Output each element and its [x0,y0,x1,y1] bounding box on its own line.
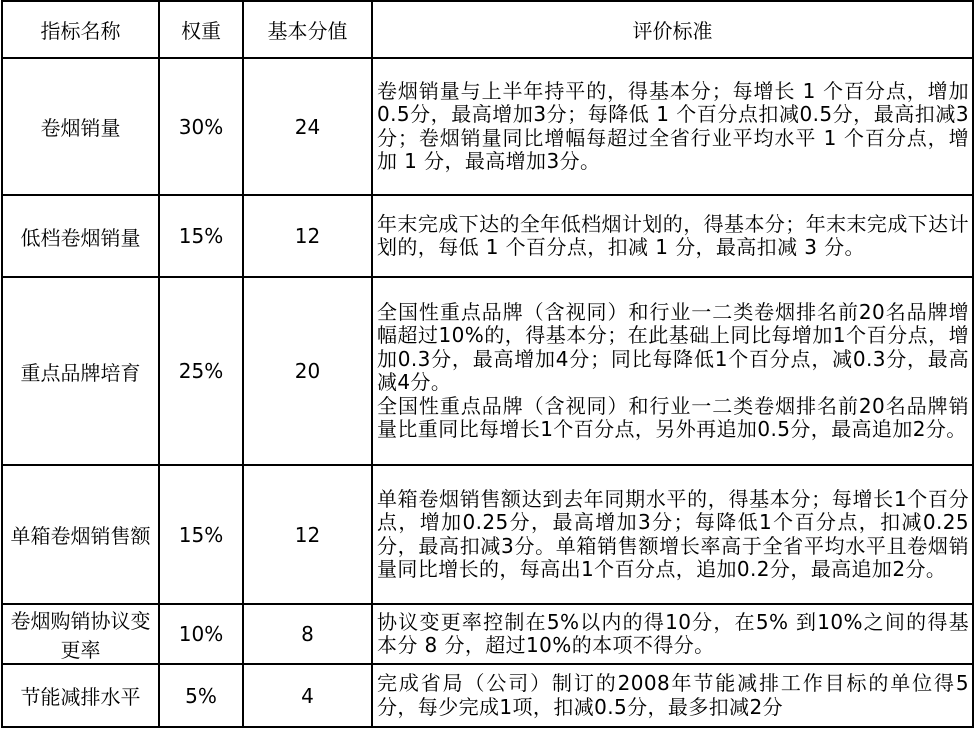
base-score-cell: 12 [243,465,372,604]
weight-cell: 10% [159,604,243,664]
indicator-cell: 节能减排水平 [2,664,159,727]
criteria-text: 卷烟销量与上半年持平的，得基本分；每增长 1 个百分点，增加0.5分，最高增加3分；每降低 1 个百分点扣减0.5分，最高扣减3分；卷烟销量同比增幅每超过全省行业平均水平 1 个百分点，增加 1 分，最高增加3分。 [377,78,969,173]
weight-cell: 15% [159,465,243,604]
weight-cell: 25% [159,277,243,465]
base-score-cell: 20 [243,277,372,465]
header-base-score: 基本分值 [243,1,372,58]
table-row [2,604,973,664]
table-row [2,195,973,277]
base-score-cell: 4 [243,664,372,727]
criteria-cell [372,58,973,195]
criteria-cell [372,604,973,664]
criteria-text: 年末完成下达的全年低档烟计划的，得基本分；年末末完成下达计划的，每低 1 个百分点，扣减 1 分，最高扣减 3 分。 [377,211,969,259]
indicator-cell: 重点品牌培育 [2,277,159,465]
table-row [2,465,973,604]
header-row [2,1,973,58]
criteria-cell [372,664,973,727]
criteria-cell [372,465,973,604]
header-weight: 权重 [159,1,243,58]
weight-cell: 15% [159,195,243,277]
weight-cell: 5% [159,664,243,727]
indicator-cell: 单箱卷烟销售额 [2,465,159,604]
table-row [2,277,973,465]
criteria-text: 完成省局（公司）制订的2008年节能减排工作目标的单位得5分，每少完成1项，扣减0.5分，最多扣减2分 [377,671,969,719]
criteria-cell [372,277,973,465]
base-score-cell: 8 [243,604,372,664]
criteria-text: 单箱卷烟销售额达到去年同期水平的，得基本分；每增长1个百分点，增加0.25分，最高增加3分；每降低1个百分点，扣减0.25分，最高扣减3分。单箱销售额增长率高于全省平均水平且卷烟销量同比增长的，每高出1个百分点，追加0.2分，最高追加2分。 [377,486,969,581]
base-score-cell: 12 [243,195,372,277]
criteria-cell [372,195,973,277]
evaluation-table [1,0,974,728]
criteria-text: 全国性重点品牌（含视同）和行业一二类卷烟排名前20名品牌销量比重同比每增长1个百分点，另外再追加0.5分，最高追加2分。 [377,393,969,441]
indicator-cell: 低档卷烟销量 [2,195,159,277]
criteria-text: 协议变更率控制在5%以内的得10分，在5% 到10%之间的得基本分 8 分，超过10%的本项不得分。 [377,609,969,657]
indicator-cell: 卷烟购销协议变更率 [2,604,159,664]
weight-cell: 30% [159,58,243,195]
header-indicator: 指标名称 [2,1,159,58]
table-row [2,58,973,195]
indicator-cell: 卷烟销量 [2,58,159,195]
table-row [2,664,973,727]
criteria-text: 全国性重点品牌（含视同）和行业一二类卷烟排名前20名品牌增幅超过10%的，得基本分；在此基础上同比每增加1个百分点，增加0.3分，最高增加4分；同比每降低1个百分点，减0.3分，最高减4分。 [377,299,969,394]
base-score-cell: 24 [243,58,372,195]
header-criteria: 评价标准 [372,1,973,58]
